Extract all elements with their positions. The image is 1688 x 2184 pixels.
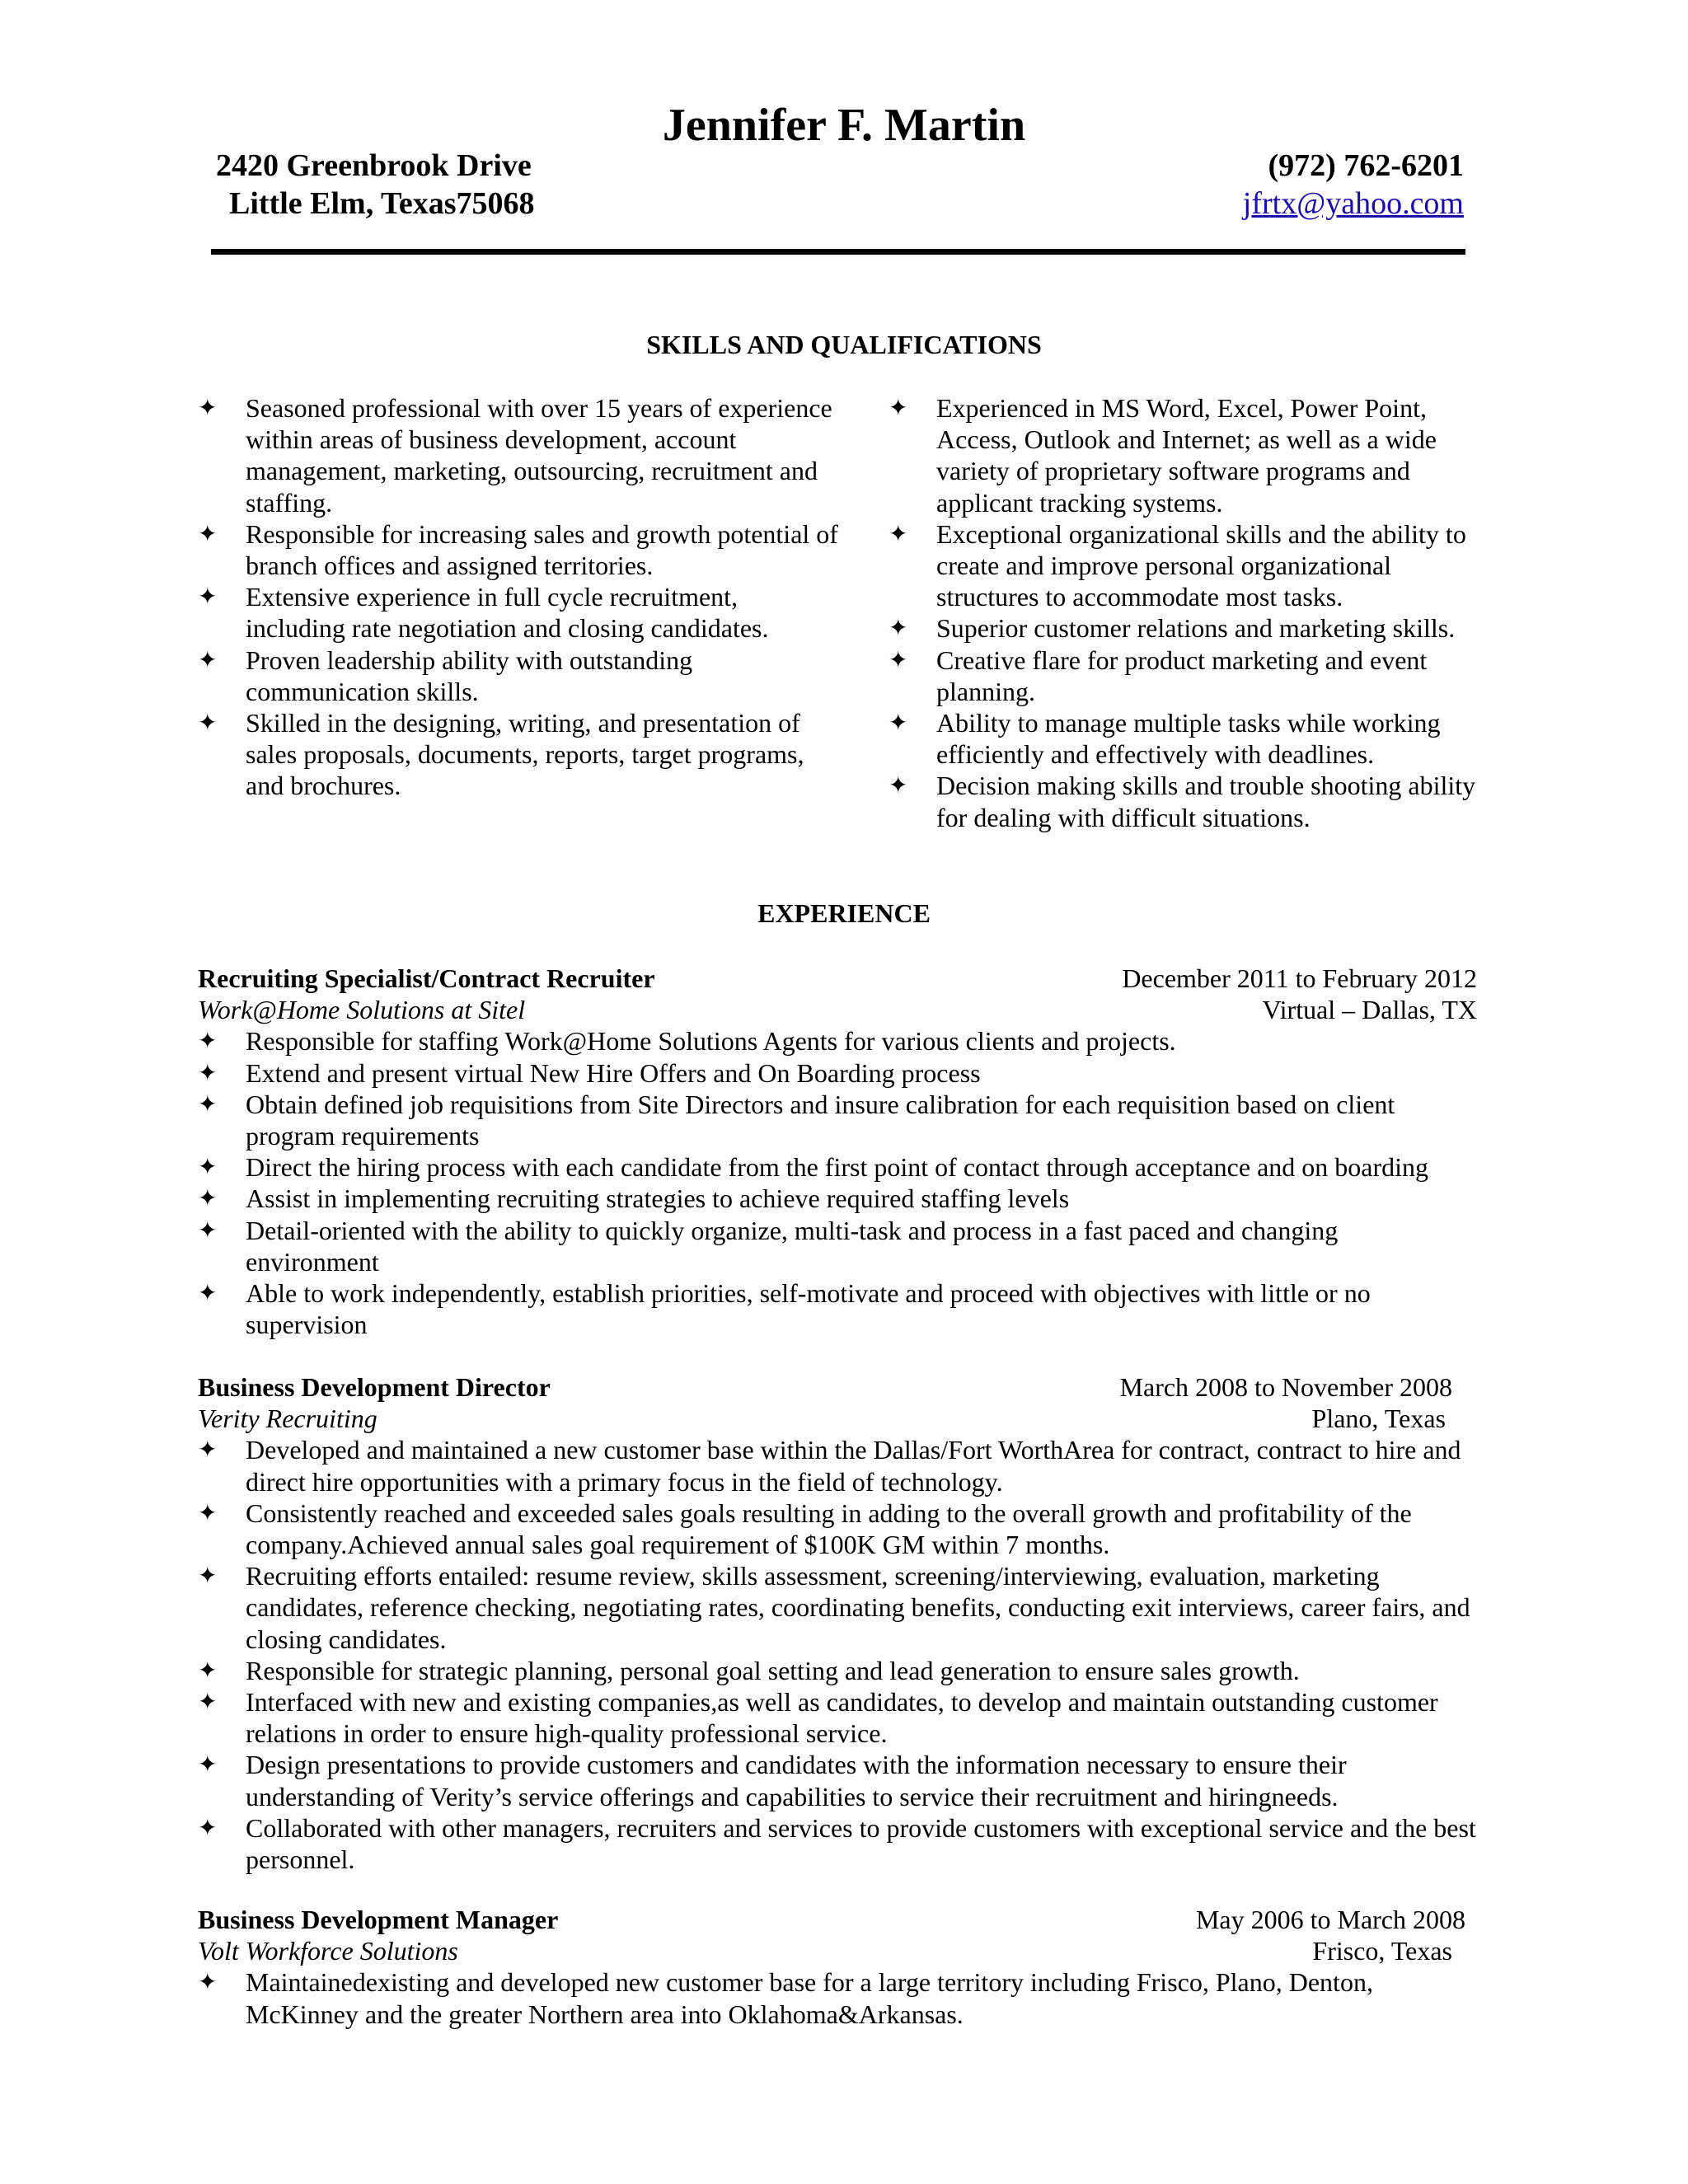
star-bullet-icon: ✦ [889,394,908,421]
skills-left-column [198,392,841,802]
list-item: ✦ Design presentations to provide customers and candidates with the information necessary to ensure their understanding of Verity’s service offerings and capabilities to service their recruitment and hiringneeds. [198,1750,1347,1811]
job-entry [198,1904,1477,2030]
list-item: ✦ Assist in implementing recruiting strategies to achieve required staffing levels [198,1183,1070,1214]
job-location: Plano, Texas [1311,1404,1446,1434]
star-bullet-icon: ✦ [198,1688,218,1715]
job-company: Work@Home Solutions at Sitel [198,995,526,1025]
job-company: Volt Workforce Solutions [198,1936,458,1966]
job-dates: May 2006 to March 2008 [1195,1905,1465,1934]
star-bullet-icon: ✦ [198,1216,218,1244]
job-title: Recruiting Specialist/Contract Recruiter [198,963,655,993]
job-entry [198,963,1477,1340]
list-item: ✦ Obtain defined job requisitions from Site Directors and insure calibration for each requisition based on client program requirements [198,1089,1395,1151]
list-item: ✦ Responsible for strategic planning, personal goal setting and lead generation to ensure sales growth. [198,1655,1300,1685]
job-title: Business Development Director [198,1372,551,1402]
star-bullet-icon: ✦ [198,1184,218,1212]
address-line-1: 2420 Greenbrook Drive [216,148,532,183]
job-company: Verity Recruiting [198,1404,377,1434]
address-block [216,147,535,223]
star-bullet-icon: ✦ [198,583,218,611]
star-bullet-icon: ✦ [198,1279,218,1306]
star-bullet-icon: ✦ [889,771,908,799]
star-bullet-icon: ✦ [198,1090,218,1118]
list-item: ✦ Recruiting efforts entailed: resume review, skills assessment, screening/interviewing, evaluation, marketing candidates, reference checking, negotiating rates, coordinating benefits, conducting exit interviews, career fairs, and closing candidates. [198,1561,1470,1654]
list-item: ✦ Seasoned professional with over 15 years of experience within areas of business development, account management, marketing, outsourcing, recruitment and staffing. [198,393,832,518]
contact-block [1243,147,1464,223]
skills-section-title: SKILLS AND QUALIFICATIONS [646,330,1042,359]
list-item: ✦ Responsible for staffing Work@Home Solutions Agents for various clients and projects. [198,1026,1176,1057]
list-item: ✦ Direct the hiring process with each candidate from the first point of contact through acceptance and on boarding [198,1152,1429,1183]
list-item: ✦ Exceptional organizational skills and the ability to create and improve personal organizational structures to accommodate most tasks. [889,518,1466,612]
star-bullet-icon: ✦ [198,1058,218,1086]
job-dates: March 2008 to November 2008 [1119,1372,1452,1402]
header-divider [211,249,1465,255]
star-bullet-icon: ✦ [198,1750,218,1779]
list-item: ✦ Ability to manage multiple tasks while working efficiently and effectively with deadlines. [889,708,1441,770]
address-line-2: Little Elm, Texas75068 [229,186,535,221]
star-bullet-icon: ✦ [198,1027,218,1055]
phone-number: (972) 762-6201 [1268,148,1464,183]
star-bullet-icon: ✦ [198,645,218,673]
list-item: ✦ Responsible for increasing sales and growth potential of branch offices and assigned territories. [198,518,838,581]
list-item: ✦ Detail-oriented with the ability to quickly organize, multi-task and process in a fast paced and changing environment [198,1215,1339,1277]
star-bullet-icon: ✦ [889,519,908,547]
list-item: ✦ Experienced in MS Word, Excel, Power Point, Access, Outlook and Internet; as well as a wide variety of proprietary software programs and applicant tracking systems. [889,393,1437,518]
list-item: ✦ Superior customer relations and marketing skills. [889,613,1456,644]
star-bullet-icon: ✦ [198,1498,218,1526]
star-bullet-icon: ✦ [198,1562,218,1590]
list-item: ✦ Developed and maintained a new customer base within the Dallas/Fort WorthArea for contract, contract to hire and direct hire opportunities with a primary focus in the field of technology. [198,1435,1461,1497]
star-bullet-icon: ✦ [198,394,218,421]
star-bullet-icon: ✦ [198,1813,218,1841]
star-bullet-icon: ✦ [198,1968,218,1996]
star-bullet-icon: ✦ [198,1656,218,1684]
job-title: Business Development Manager [198,1905,559,1934]
candidate-name: Jennifer F. Martin [662,100,1026,151]
experience-section-title: EXPERIENCE [757,898,931,928]
list-item: ✦ Proven leadership ability with outstanding communication skills. [198,644,693,706]
list-item: ✦ Decision making skills and trouble shooting ability for dealing with difficult situations. [889,771,1476,832]
email-link[interactable]: jfrtx@yahoo.com [1242,186,1464,221]
job-location: Frisco, Texas [1312,1936,1452,1966]
list-item: ✦ Able to work independently, establish priorities, self-motivate and proceed with objectives with little or no supervision [198,1278,1371,1340]
list-item: ✦ Extend and present virtual New Hire Offers and On Boarding process [198,1057,981,1088]
list-item: ✦ Maintainedexisting and developed new customer base for a large territory including Frisco, Plano, Denton, McKinney and the greater Northern area into Oklahoma&Arkansas. [198,1967,1373,2029]
star-bullet-icon: ✦ [889,614,908,642]
list-item: ✦ Skilled in the designing, writing, and presentation of sales proposals, documents, reports, target programs, and brochures. [198,708,804,801]
star-bullet-icon: ✦ [198,1436,218,1464]
job-dates: December 2011 to February 2012 [1122,963,1477,993]
list-item: ✦ Consistently reached and exceeded sales goals resulting in adding to the overall growth and profitability of the company.Achieved annual sales goal requirement of $100K GM within 7 months. [198,1497,1412,1559]
star-bullet-icon: ✦ [889,709,908,737]
job-location: Virtual – Dallas, TX [1262,995,1477,1025]
star-bullet-icon: ✦ [889,645,908,673]
star-bullet-icon: ✦ [198,1153,218,1181]
skills-right-column [889,392,1492,833]
star-bullet-icon: ✦ [198,519,218,547]
job-entry [198,1371,1477,1875]
star-bullet-icon: ✦ [198,709,218,737]
list-item: ✦ Creative flare for product marketing and event planning. [889,644,1428,706]
list-item: ✦ Interfaced with new and existing companies,as well as candidates, to develop and maintain outstanding customer relations in order to ensure high-quality professional service. [198,1687,1438,1749]
list-item: ✦ Extensive experience in full cycle recruitment, including rate negotiation and closing candidates. [198,582,769,644]
list-item: ✦ Collaborated with other managers, recruiters and services to provide customers with exceptional service and the best personnel. [198,1812,1476,1875]
